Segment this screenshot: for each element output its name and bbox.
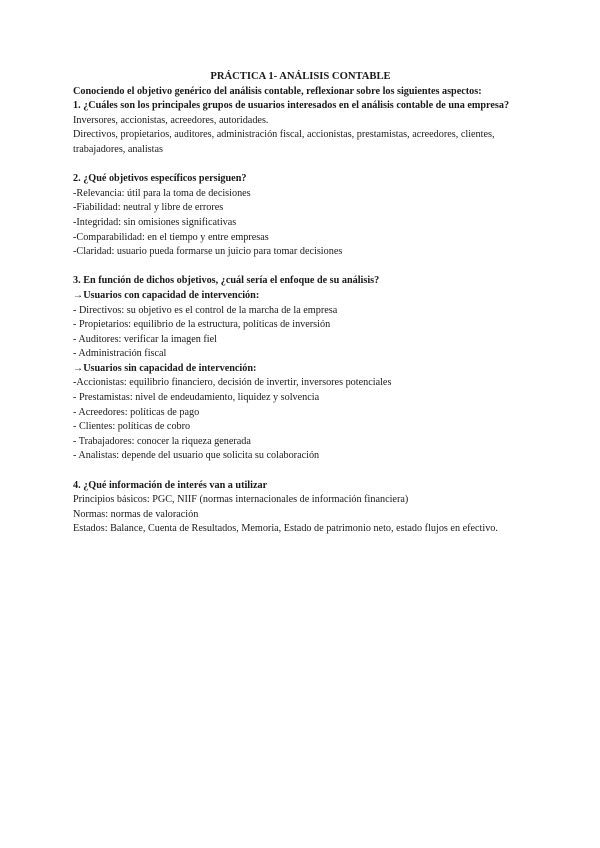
answer-1-line-1: Inversores, accionistas, acreedores, autoridades. xyxy=(73,114,269,126)
question-2: 2. ¿Qué objetivos específicos persiguen? xyxy=(73,173,247,185)
list-item: -Accionistas: equilibrio financiero, decisión de invertir, inversores potenciales xyxy=(73,377,392,389)
spacer xyxy=(73,158,528,173)
group-2-heading: →Usuarios sin capacidad de intervención: xyxy=(73,362,257,374)
list-item: -Comparabilidad: en el tiempo y entre empresas xyxy=(73,231,269,243)
list-item: - Directivos: su objetivo es el control de la marcha de la empresa xyxy=(73,304,338,316)
list-item: Normas: normas de valoración xyxy=(73,508,199,520)
intro-text: Conociendo el objetivo genérico del análisis contable, reflexionar sobre los siguientes aspectos: xyxy=(73,85,482,97)
answer-4-list xyxy=(73,493,528,537)
group-1-heading: →Usuarios con capacidad de intervención: xyxy=(73,289,260,301)
list-item: - Prestamistas: nivel de endeudamiento, liquidez y solvencia xyxy=(73,392,320,404)
group-2-list xyxy=(73,376,528,464)
list-item: - Trabajadores: conocer la riqueza generada xyxy=(73,435,251,447)
list-item: - Auditores: verificar la imagen fiel xyxy=(73,333,217,345)
group-1-list xyxy=(73,304,528,362)
list-item: -Integridad: sin omisiones significativas xyxy=(73,216,237,228)
list-item: - Clientes: políticas de cobro xyxy=(73,421,191,433)
list-item: -Relevancia: útil para la toma de decisiones xyxy=(73,187,251,199)
list-item: -Fiabilidad: neutral y libre de errores xyxy=(73,202,224,214)
spacer xyxy=(73,464,528,479)
answer-2-list xyxy=(73,187,528,260)
list-item: -Claridad: usuario pueda formarse un juicio para tomar decisiones xyxy=(73,246,343,258)
question-1: 1. ¿Cuáles son los principales grupos de usuarios interesados en el análisis contable de una empresa? xyxy=(73,100,510,112)
question-3: 3. En función de dichos objetivos, ¿cuál sería el enfoque de su análisis? xyxy=(73,275,380,287)
answer-1-line-2: Directivos, propietarios, auditores, administración fiscal, accionistas, prestamistas, acreedores, clientes, trabajadores, analistas xyxy=(73,129,495,155)
list-item: - Analistas: depende del usuario que solicita su colaboración xyxy=(73,450,320,462)
document-title: PRÁCTICA 1- ANÁLISIS CONTABLE xyxy=(210,71,391,82)
list-item: - Administración fiscal xyxy=(73,348,167,360)
question-4: 4. ¿Qué información de interés van a utilizar xyxy=(73,479,268,491)
list-item: - Acreedores: políticas de pago xyxy=(73,406,200,418)
document-page xyxy=(73,70,528,537)
list-item: Estados: Balance, Cuenta de Resultados, Memoria, Estado de patrimonio neto, estado flujos en efectivo. xyxy=(73,523,498,535)
list-item: - Propietarios: equilibrio de la estructura, políticas de inversión xyxy=(73,319,331,331)
spacer xyxy=(73,260,528,275)
list-item: Principios básicos: PGC, NIIF (normas internacionales de información financiera) xyxy=(73,494,409,506)
